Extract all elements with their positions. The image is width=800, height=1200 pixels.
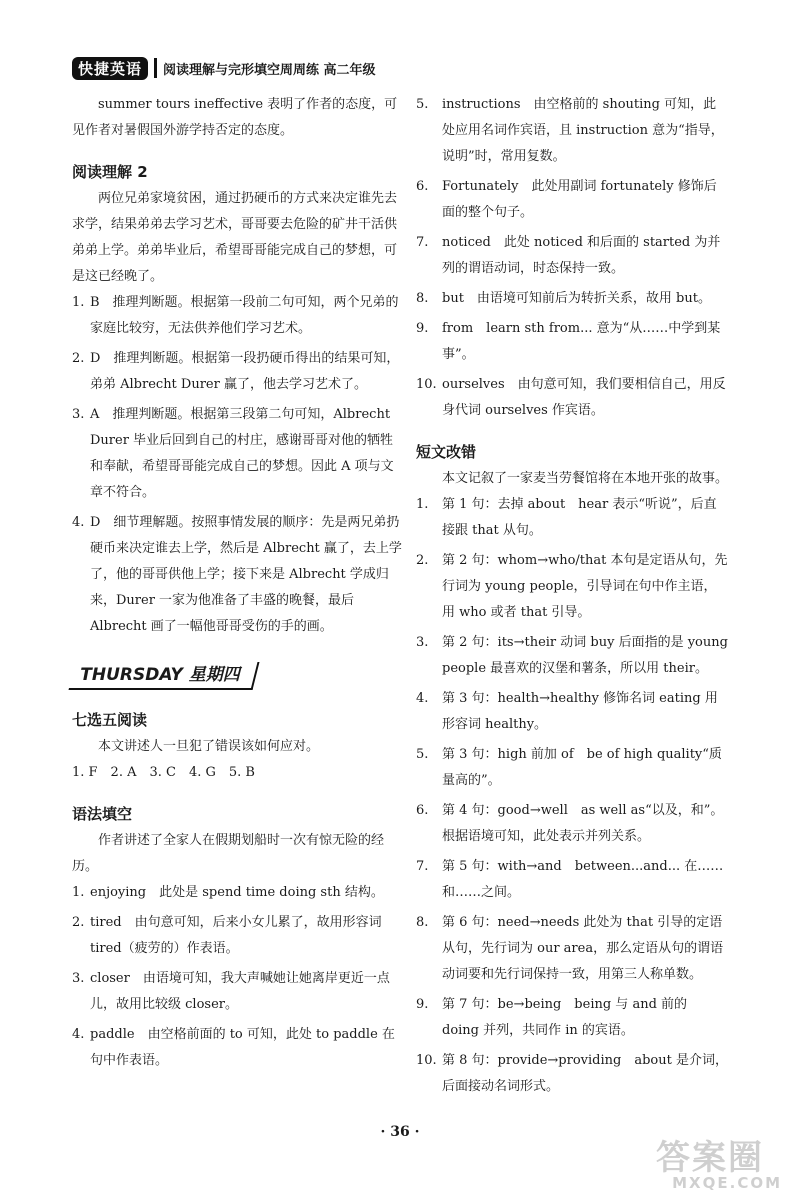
item-text: A 推理判断题。根据第三段第二句可知，Albrecht Durer 毕业后回到自己的村庄，感谢哥哥对他的牺牲和奉献，希望哥哥能完成自己的梦想。因此 A 项与文章不符合。 [90,407,394,500]
item-number: 5. [416,747,429,762]
item-number: 4. [72,515,85,530]
item-text: 第 8 句：provide→providing about 是介词，后面接动名词形式。 [442,1053,728,1094]
list-item [72,510,402,640]
item-number: 2. [72,351,85,366]
item-text: 第 7 句：be→being being 与 and 前的 doing 并列，共同作 in 的宾语。 [442,997,688,1038]
item-text: 第 3 句：high 前加 of be of high quality“质量高的”。 [442,747,722,788]
item-text: but 由语境可知前后为转折关系，故用 but。 [442,291,711,306]
item-text: 第 5 句：with→and between...and... 在……和……之间。 [442,859,724,900]
correction-title: 短文改错 [416,443,477,461]
item-text: ourselves 由句意可知，我们要相信自己，用反身代词 ourselves 作宾语。 [442,377,726,418]
item-number: 3. [416,635,429,650]
list-item [416,286,728,312]
list-item [416,686,728,738]
grammar-answers-left [72,880,402,1074]
list-item [416,492,728,544]
watermark-url: MXQE.COM [672,1174,782,1192]
list-item [72,402,402,506]
item-text: 第 2 句：whom→who/that 本句是定语从句，先行词为 young people，引导词在句中作主语，用 who 或者 that 引导。 [442,553,728,620]
grammar-summary: 作者讲述了全家人在假期划船时一次有惊无险的经历。 [72,833,385,874]
item-number: 1. [416,497,429,512]
list-item [72,966,402,1018]
item-number: 1. [72,295,85,310]
item-number: 2. [72,915,85,930]
right-column [416,92,728,1104]
watermark-text: 答案圈 [656,1138,764,1178]
correction-summary: 本文记叙了一家麦当劳餐馆将在本地开张的故事。 [442,471,729,486]
list-item [72,346,402,398]
reading2-summary: 两位兄弟家境贫困，通过扔硬币的方式来决定谁先去求学，结果弟弟去学习艺术，哥哥要去危险的矿井干活供弟弟上学。弟弟毕业后，希望哥哥能完成自己的梦想，可是这已经晚了。 [72,191,398,284]
left-column [72,92,402,1078]
list-item [416,174,728,226]
item-number: 9. [416,321,429,336]
item-text: enjoying 此处是 spend time doing sth 结构。 [90,885,384,900]
item-number: 9. [416,997,429,1012]
item-text: paddle 由空格前面的 to 可知，此处 to paddle 在句中作表语。 [90,1027,395,1068]
item-text: 第 6 句：need→needs 此处为 that 引导的定语从句，先行词为 our area，那么定语从句的谓语动词要和先行词保持一致，用第三人称单数。 [442,915,724,982]
list-item [416,798,728,850]
item-number: 2. [416,553,429,568]
item-text: instructions 由空格前的 shouting 可知，此处应用名词作宾语，且 instruction 意为“指导，说明”时，常用复数。 [442,97,724,164]
reading2-answers [72,290,402,640]
item-number: 7. [416,235,429,250]
item-number: 4. [72,1027,85,1042]
correction-answers [416,492,728,1100]
item-text: closer 由语境可知，我大声喊她让她离岸更近一点儿，故用比较级 closer。 [90,971,390,1012]
item-text: from learn sth from... 意为“从……中学到某事”。 [442,321,721,362]
item-text: 第 3 句：health→healthy 修饰名词 eating 用形容词 healthy。 [442,691,718,732]
item-number: 6. [416,179,429,194]
grammar-answers-right [416,92,728,424]
item-number: 4. [416,691,429,706]
item-number: 10. [416,1053,437,1068]
list-item [416,316,728,368]
item-number: 3. [72,971,85,986]
item-number: 5. [416,97,429,112]
list-item [72,290,402,342]
list-item [72,880,402,906]
item-text: Fortunately 此处用副词 fortunately 修饰后面的整个句子。 [442,179,717,220]
item-number: 8. [416,291,429,306]
item-text: D 细节理解题。按照事情发展的顺序：先是两兄弟扔硬币来决定谁去上学，然后是 Albrecht 赢了，去上学了，他的哥哥供他上学；接下来是 Albrecht 学成归来，Durer 一家为他准备了丰盛的晚餐，最后 Albrecht 画了一幅他哥哥受伤的手的画。 [90,515,402,634]
item-text: B 推理判断题。根据第一段前二句可知，两个兄弟的家庭比较穷，无法供养他们学习艺术。 [90,295,399,336]
reading2-title: 阅读理解 2 [72,163,148,181]
item-number: 8. [416,915,429,930]
list-item [416,742,728,794]
list-item [72,1022,402,1074]
list-item [72,910,402,962]
list-item [416,372,728,424]
grammar-title: 语法填空 [72,805,133,823]
item-number: 3. [72,407,85,422]
item-text: tired 由句意可知，后来小女儿累了，故用形容词 tired（疲劳的）作表语。 [90,915,382,956]
header-subtitle: 阅读理解与完形填空周周练 高二年级 [163,62,376,78]
page-header [72,56,376,80]
item-text: noticed 此处 noticed 和后面的 started 为并列的谓语动词，时态保持一致。 [442,235,721,276]
item-number: 7. [416,859,429,874]
list-item [416,548,728,626]
list-item [416,854,728,906]
header-divider [154,58,157,78]
list-item [416,630,728,682]
list-item [416,230,728,282]
thursday-label: THURSDAY 星期四 [80,665,240,685]
watermark-logo [656,1130,786,1192]
thursday-banner [69,662,259,690]
item-number: 1. [72,885,85,900]
list-item [416,1048,728,1100]
item-text: 第 1 句：去掉 about hear 表示“听说”，后直接跟 that 从句。 [442,497,717,538]
seven-summary: 本文讲述人一旦犯了错误该如何应对。 [98,739,320,754]
seven-answers: 1. F 2. A 3. C 4. G 5. B [72,765,255,780]
item-number: 10. [416,377,437,392]
item-number: 6. [416,803,429,818]
list-item [416,992,728,1044]
brand-logo: 快捷英语 [72,57,148,80]
intro-continued: summer tours ineffective 表明了作者的态度，可见作者对暑假国外游学持否定的态度。 [72,97,398,138]
seven-title: 七选五阅读 [72,711,148,729]
item-text: 第 4 句：good→well as well as“以及，和”。根据语境可知，此处表示并列关系。 [442,803,724,844]
list-item [416,910,728,988]
page-number: · 36 · [380,1124,420,1140]
item-text: D 推理判断题。根据第一段扔硬币得出的结果可知，弟弟 Albrecht Durer 赢了，他去学习艺术了。 [90,351,400,392]
list-item [416,92,728,170]
item-text: 第 2 句：its→their 动词 buy 后面指的是 young people 最喜欢的汉堡和薯条，所以用 their。 [442,635,728,676]
